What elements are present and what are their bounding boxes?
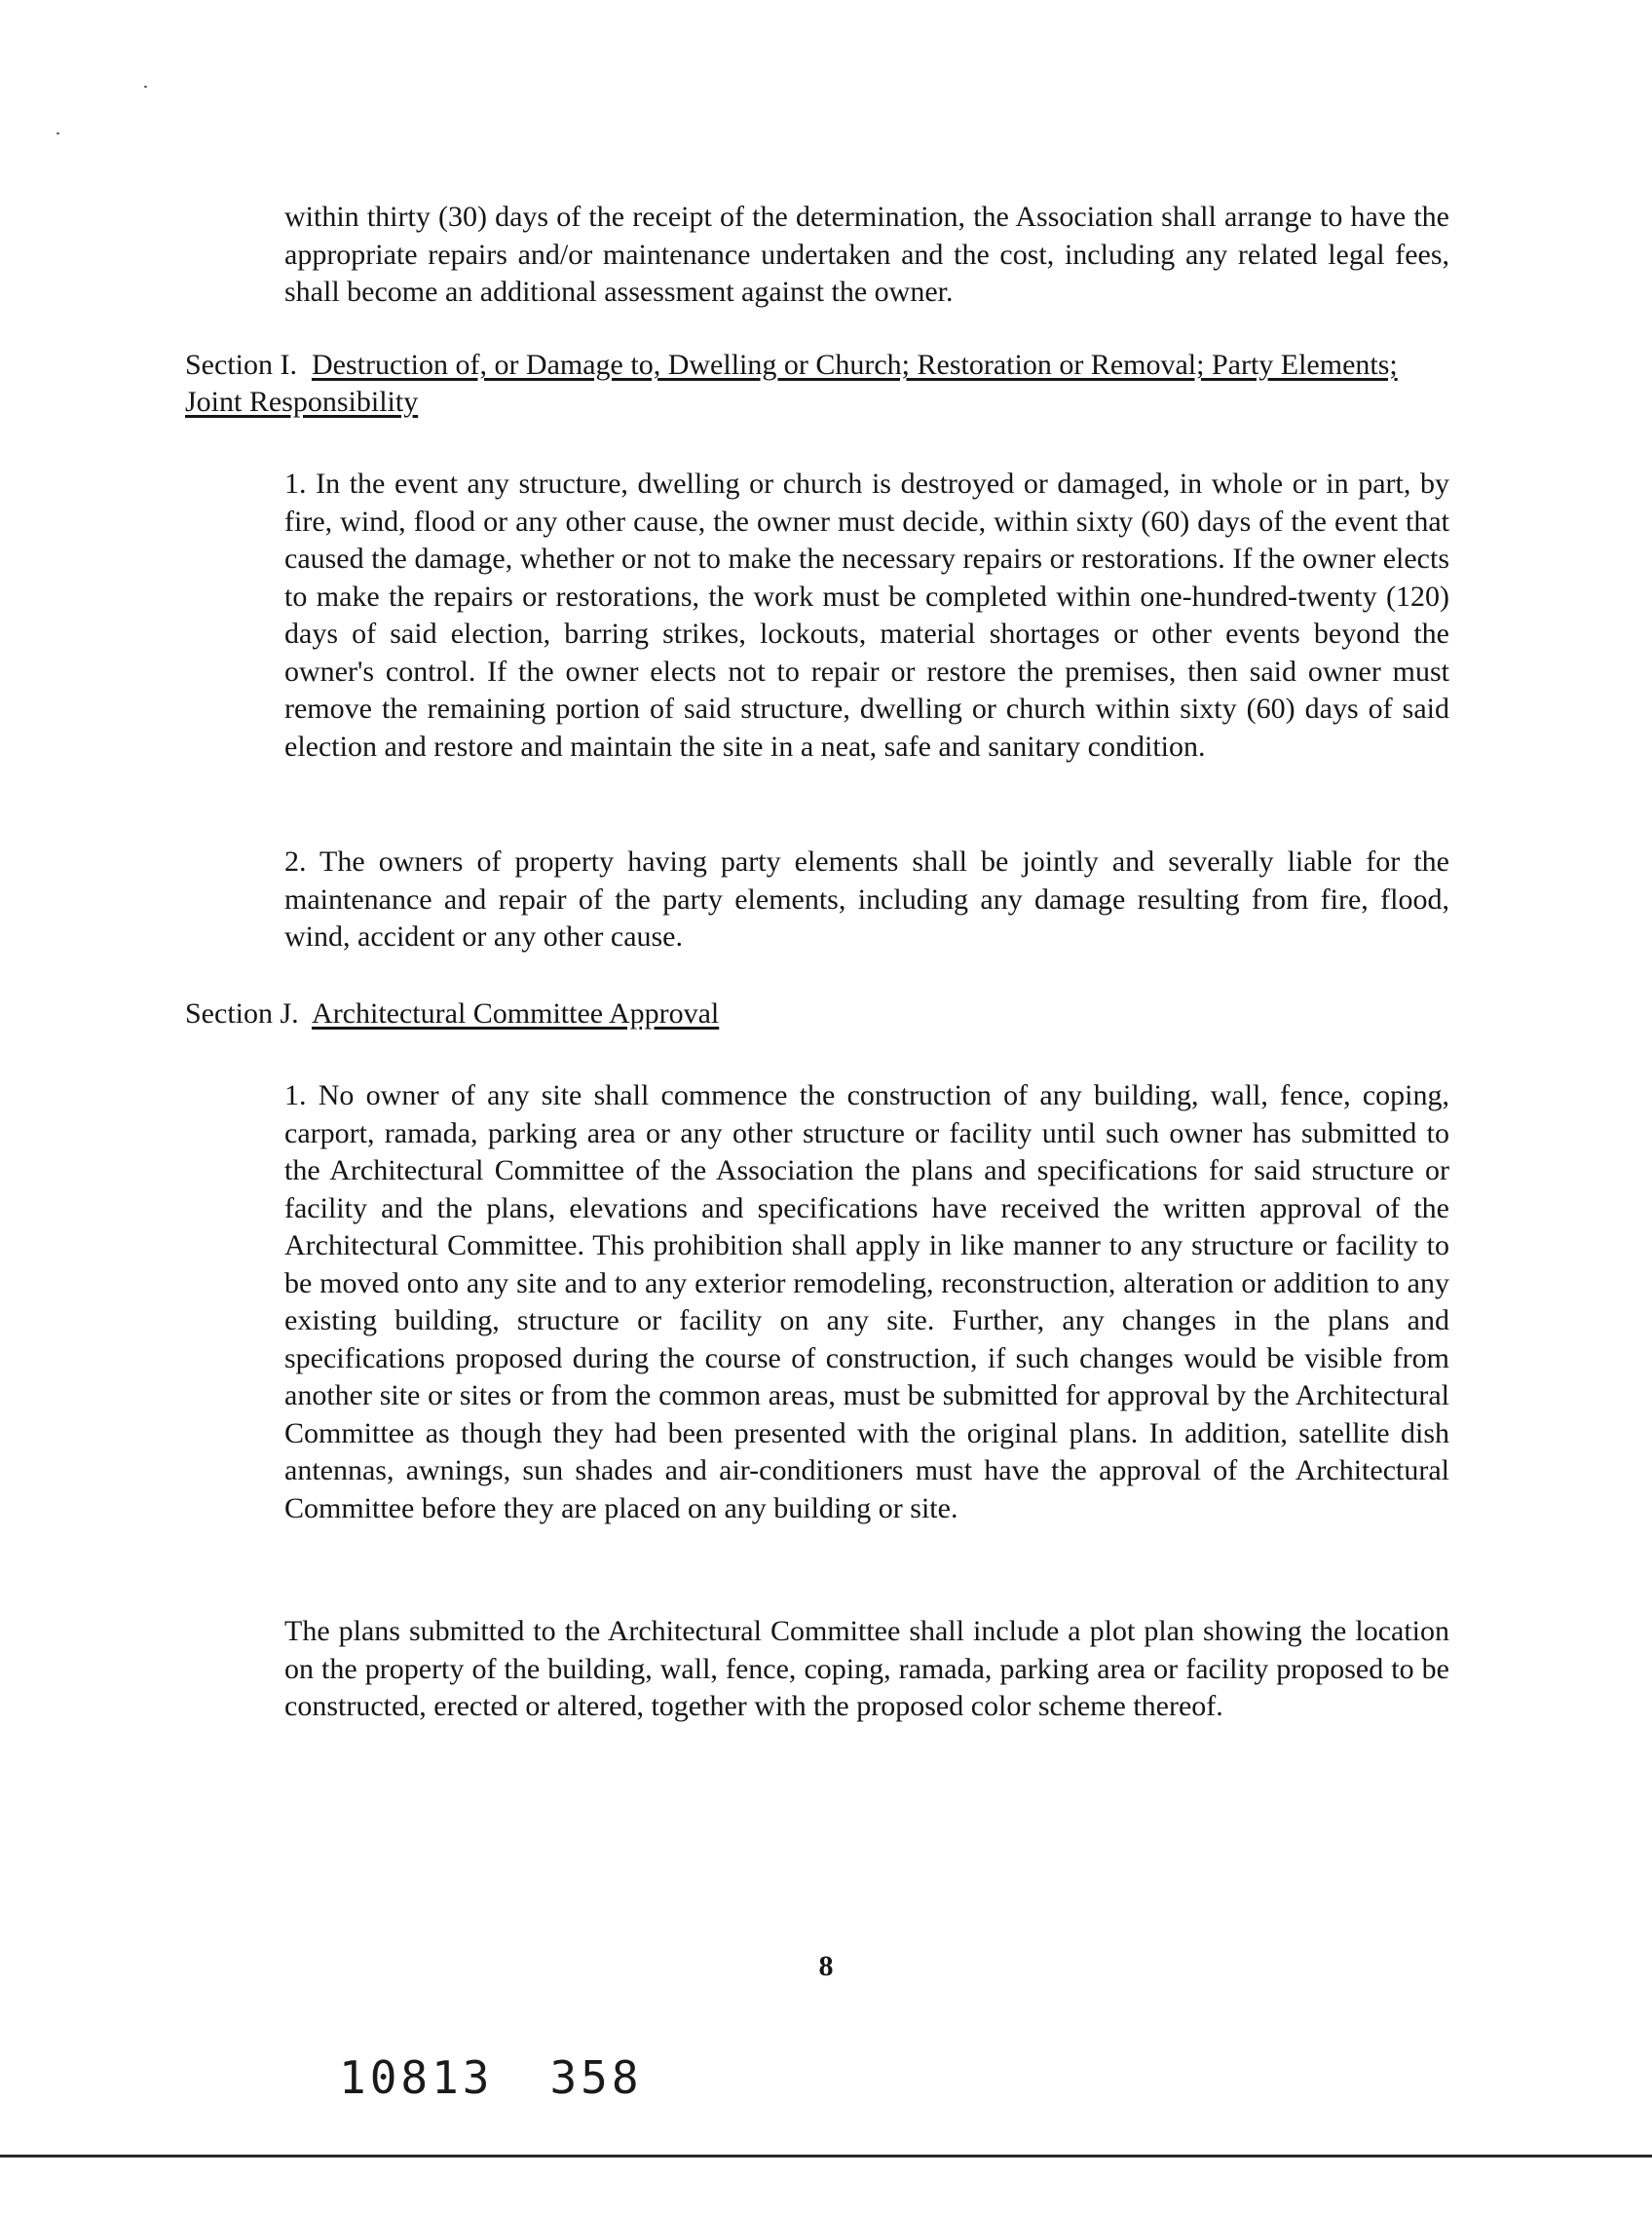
section-i-title: Destruction of, or Damage to, Dwelling or Church; Restoration or Removal; Party Elements; Joint Responsibility bbox=[185, 349, 1398, 418]
recording-stamp bbox=[339, 2051, 643, 2104]
continuation-paragraph: within thirty (30) days of the receipt of the determination, the Association shall arrange to have the appropriate repairs and/or maintenance undertaken and the cost, including any related legal fees, shall become an additional assessment against the owner. bbox=[284, 201, 1449, 308]
section-i-heading bbox=[185, 347, 1451, 421]
section-j-item-1: 1. No owner of any site shall commence the construction of any building, wall, fence, coping, carport, ramada, parking area or any other structure or facility until such owner has submitted to the Architectural Committee of the Association the plans and specifications for said structure or facility and the plans, elevations and specifications have received the written approval of the Architectural Committee. This prohibition shall apply in like manner to any structure or facility to be moved onto any site and to any exterior remodeling, reconstruction, alteration or addition to any existing building, structure or facility on any site. Further, any changes in the plans and specifications proposed during the course of construction, if such changes would be visible from another site or sites or from the common areas, must be submitted for approval by the Architectural Committee as though they had been presented with the original plans. In addition, satellite dish antennas, awnings, sun shades and air-conditioners must have the approval of the Architectural Committee before they are placed on any building or site. bbox=[284, 1079, 1449, 1524]
page-number: 8 bbox=[818, 1950, 834, 1982]
bottom-scan-edge bbox=[0, 2155, 1652, 2158]
scan-speck bbox=[56, 132, 59, 134]
section-i-label: Section I. bbox=[185, 349, 297, 381]
book-number: 10813 bbox=[339, 2051, 494, 2104]
section-i-item-1: 1. In the event any structure, dwelling or church is destroyed or damaged, in whole or in part, by fire, wind, flood or any other cause, the owner must decide, within sixty (60) days of the event that caused the damage, whether or not to make the necessary repairs or restorations. If the owner elects to make the repairs or restorations, the work must be completed within one-hundred-twenty (120) days of said election, barring strikes, lockouts, material shortages or other events beyond the owner's control. If the owner elects not to repair or restore the premises, then said owner must remove the remaining portion of said structure, dwelling or church within sixty (60) days of said election and restore and maintain the site in a neat, safe and sanitary condition. bbox=[284, 468, 1449, 763]
section-j-label: Section J. bbox=[185, 997, 299, 1030]
section-j-heading bbox=[185, 995, 1451, 1032]
stamp-page-number: 358 bbox=[549, 2051, 643, 2104]
section-i-item-2: 2. The owners of property having party elements shall be jointly and severally liable for the maintenance and repair of the party elements, including any damage resulting from fire, flood, wind, accident or any other cause. bbox=[284, 845, 1449, 953]
scan-speck bbox=[144, 86, 147, 88]
section-j-title: Architectural Committee Approval bbox=[312, 997, 720, 1030]
section-j-plans-paragraph: The plans submitted to the Architectural Committee shall include a plot plan showing the location on the property of the building, wall, fence, coping, ramada, parking area or facility proposed to be constructed, erected or altered, together with the proposed color scheme thereof. bbox=[284, 1615, 1449, 1722]
